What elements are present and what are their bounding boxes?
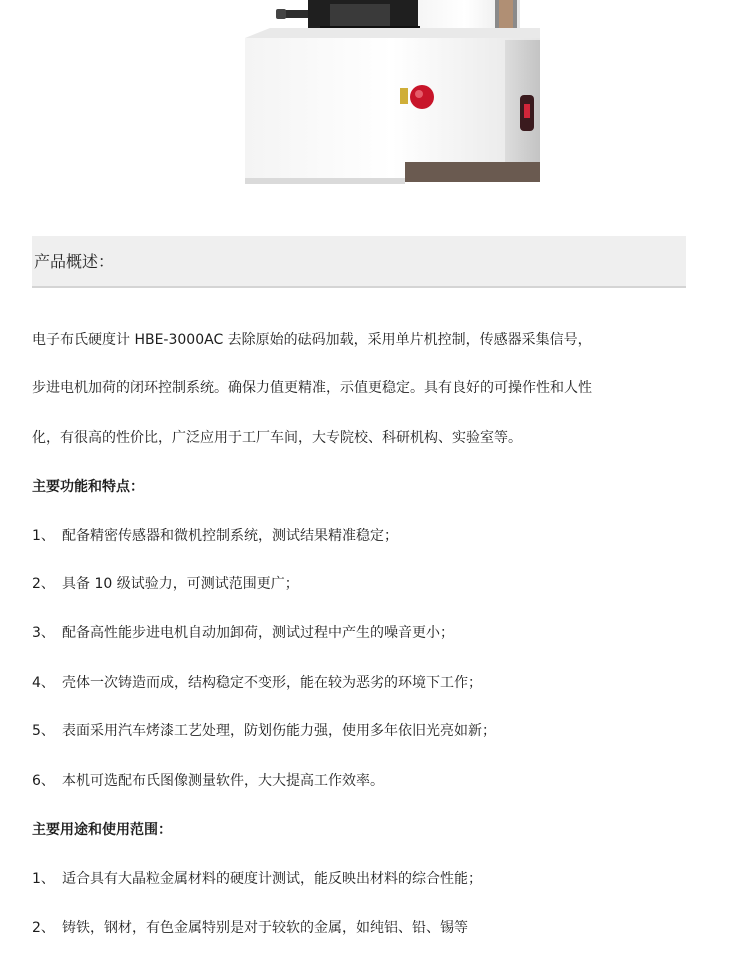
usage-text: 适合具有大晶粒金属材料的硬度计测试，能反映出材料的综合性能； xyxy=(62,871,482,887)
usage-number: 1、 xyxy=(32,871,55,887)
feature-item xyxy=(32,526,712,546)
product-photo xyxy=(240,0,540,190)
feature-number: 3、 xyxy=(32,625,55,641)
features-heading: 主要功能和特点： xyxy=(32,479,144,495)
feature-text: 具备 10 级试验力，可测试范围更广； xyxy=(62,576,299,592)
feature-text: 壳体一次铸造而成，结构稳定不变形，能在较为恶劣的环境下工作； xyxy=(62,675,482,691)
feature-text: 本机可选配布氏图像测量软件，大大提高工作效率。 xyxy=(62,773,384,789)
feature-number: 2、 xyxy=(32,576,55,592)
usage-item xyxy=(32,918,712,938)
overview-title: 产品概述： xyxy=(34,252,115,271)
overview-line-2: 步进电机加荷的闭环控制系统。确保力值更精准，示值更稳定。具有良好的可操作性和人性 xyxy=(32,380,592,396)
feature-item xyxy=(32,574,712,594)
feature-number: 4、 xyxy=(32,675,55,691)
usage-number: 2、 xyxy=(32,920,55,936)
feature-number: 5、 xyxy=(32,723,55,739)
feature-item xyxy=(32,771,712,791)
feature-number: 1、 xyxy=(32,528,55,544)
feature-item xyxy=(32,623,712,643)
overview-section-header xyxy=(32,236,686,288)
feature-text: 配备精密传感器和微机控制系统，测试结果精准稳定； xyxy=(62,528,398,544)
overview-line-3: 化，有很高的性价比，广泛应用于工厂车间，大专院校、科研机构、实验室等。 xyxy=(32,430,522,446)
usage-item xyxy=(32,869,712,889)
feature-number: 6、 xyxy=(32,773,55,789)
overview-line-1: 电子布氏硬度计 HBE-3000AC 去除原始的砝码加载，采用单片机控制，传感器采集信号， xyxy=(32,332,592,348)
feature-item xyxy=(32,673,712,693)
feature-text: 配备高性能步进电机自动加卸荷，测试过程中产生的噪音更小； xyxy=(62,625,454,641)
feature-item xyxy=(32,721,712,741)
usage-heading: 主要用途和使用范围： xyxy=(32,822,172,838)
feature-text: 表面采用汽车烤漆工艺处理，防划伤能力强，使用多年依旧光亮如新； xyxy=(62,723,496,739)
usage-text: 铸铁，钢材，有色金属特别是对于较软的金属，如纯铝、铅、锡等 xyxy=(62,920,468,936)
